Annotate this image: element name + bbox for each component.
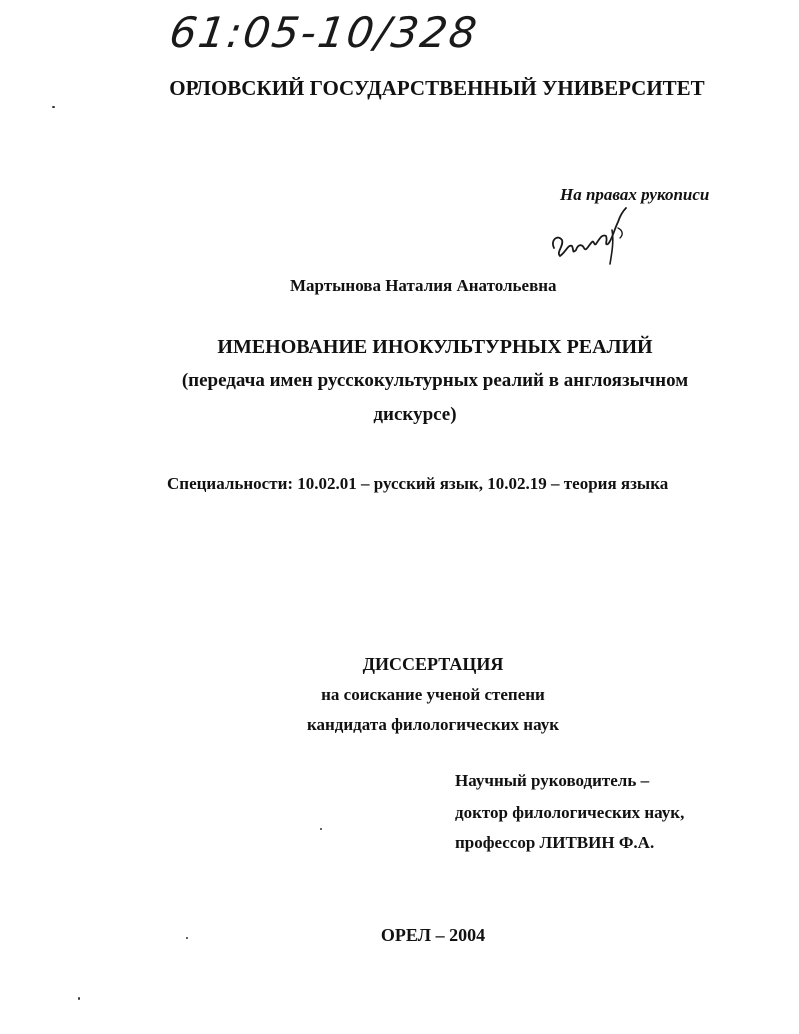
dissertation-title: ИМЕНОВАНИЕ ИНОКУЛЬТУРНЫХ РЕАЛИЙ [217, 336, 653, 358]
archive-code: 61:05-10/328 [166, 8, 482, 57]
scan-speck [78, 997, 80, 1000]
supervisor-line3: профессор ЛИТВИН Ф.А. [455, 833, 655, 852]
specialty-line: Специальности: 10.02.01 – русский язык, 10.02.19 – теория языка [167, 474, 669, 493]
dissertation-label: ДИССЕРТАЦИЯ [362, 654, 504, 674]
rights-notice: На правах рукописи [560, 185, 710, 204]
author-name: Мартынова Наталия Анатольевна [290, 276, 557, 295]
dissertation-subtitle-line1: (передача имен русскокультурных реалий в англоязычном [181, 370, 689, 391]
scan-speck [186, 937, 188, 939]
supervisor-line1: Научный руководитель – [455, 771, 650, 790]
scan-speck [52, 106, 55, 108]
university-name: ОРЛОВСКИЙ ГОСУДАРСТВЕННЫЙ УНИВЕРСИТЕТ [169, 76, 705, 100]
degree-line1: на соискание ученой степени [321, 685, 545, 704]
scan-speck [320, 828, 322, 830]
supervisor-line2: доктор филологических наук, [455, 803, 685, 822]
dissertation-subtitle-line2: дискурсе) [373, 404, 457, 425]
degree-line2: кандидата филологических наук [306, 715, 560, 734]
city-year: ОРЕЛ – 2004 [380, 925, 486, 945]
signature-icon [548, 200, 638, 270]
